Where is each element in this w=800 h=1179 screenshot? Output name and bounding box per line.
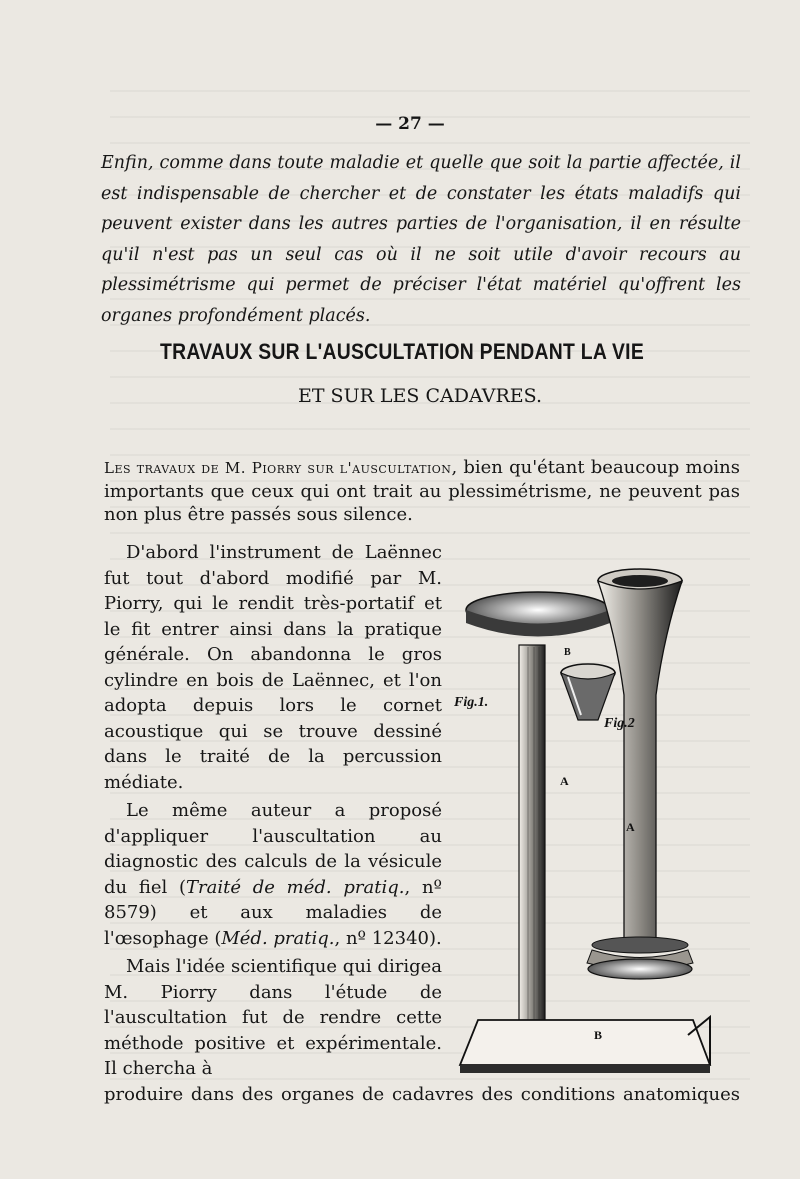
fig1-base xyxy=(460,1017,710,1073)
label-b-fig1: B xyxy=(594,1028,603,1042)
para3-part3: , nº 12340). xyxy=(334,927,442,949)
label-a-fig1: A xyxy=(560,774,569,788)
fig1-tube xyxy=(519,645,545,1025)
label-b-fig2: B xyxy=(564,647,571,658)
paragraph-instrument: D'abord l'instrument de Laënnec fut tout d'abord modifié par M. Piorry, qui le rendit très-portatif et le fit entrer ainsi dans la pratique générale. On abandonna le gros cylindre en bois de Laënnec, et l'on adopta depuis lors le cornet acoustique qui se trouve dessiné dans le traité de la percussion médiate. xyxy=(104,542,442,793)
section-subtitle: ET SUR LES CADAVRES. xyxy=(297,385,543,407)
reference-med-pratiq: Méd. pratiq. xyxy=(221,927,335,949)
paragraph-idea: Mais l'idée scientifique qui dirigea M. Piorry dans l'étude de l'auscultation fut de rendre cette méthode positive et expérimentale. Il chercha à xyxy=(104,956,442,1079)
closing-line: produire dans des organes de cadavres des conditions anatomiques xyxy=(104,1084,740,1105)
fig1-label: Fig.1. xyxy=(454,695,489,710)
fig2-cone xyxy=(561,664,615,720)
lead-paragraph xyxy=(104,456,740,526)
paragraph-applications xyxy=(104,798,442,951)
lead-smallcaps: Les travaux de M. Piorry sur l'auscultation xyxy=(104,459,452,477)
intro-paragraph: Enfin, comme dans toute maladie et quelle que soit la partie affectée, il est indispensable de chercher et de constater les états maladifs qui peuvent exister dans les autres parties de l'organisation, il en résulte qu'il n'est pas un seul cas où il ne soit utile d'avoir recours au plessimétrisme qui permet de préciser l'état matériel qu'offrent les organes profondément placés. xyxy=(101,153,741,326)
fig2-trumpet xyxy=(587,569,693,979)
fig1-ear-plate xyxy=(466,592,610,637)
fig2-label: Fig.2 xyxy=(604,716,635,731)
text-column xyxy=(104,540,442,1082)
para3-part2: , nº 8579) et aux maladies de l'œsophage ( xyxy=(104,876,443,949)
para3-part1: Le même auteur a proposé d'appliquer l'auscultation au diagnostic des calculs de la vésicule du fiel ( xyxy=(104,800,442,898)
stethoscope-figure xyxy=(448,565,748,1075)
page-number: — 27 — xyxy=(375,114,445,134)
label-a-fig2: A xyxy=(626,820,635,834)
lead-rest: , bien qu'étant beaucoup moins importants que ceux qui ont trait au plessimétrisme, ne peuvent pas non plus être passés sous silence. xyxy=(104,457,741,525)
section-title: TRAVAUX SUR L'AUSCULTATION PENDANT LA VIE xyxy=(160,339,644,364)
reference-traite: Traité de méd. pratiq. xyxy=(186,876,405,898)
